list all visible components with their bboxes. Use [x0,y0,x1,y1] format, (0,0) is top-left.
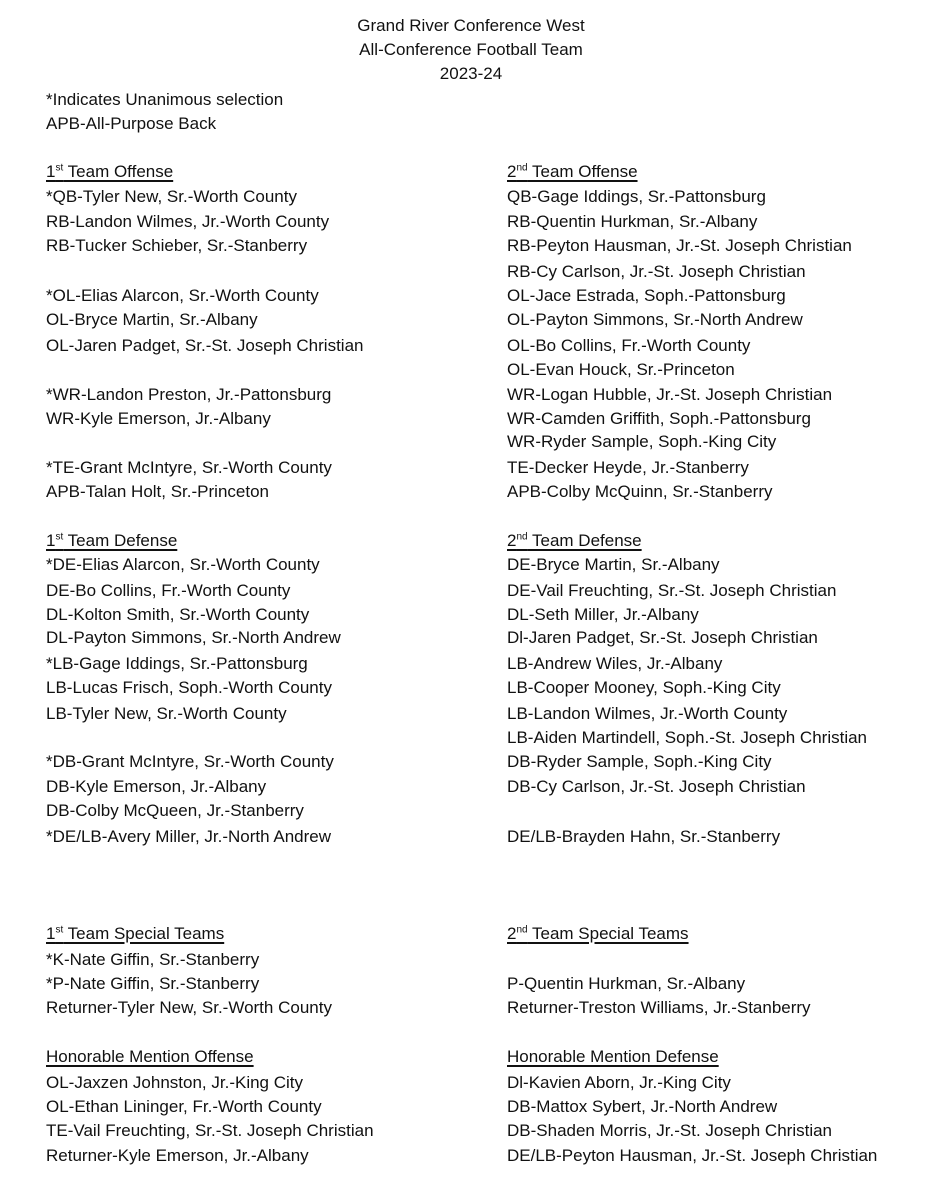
list-item: LB-Landon Wilmes, Jr.-Worth County [507,704,788,723]
list-item: *K-Nate Giffin, Sr.-Stanberry [46,950,260,969]
first-team-offense-heading: 1st Team Offense [46,162,174,181]
list-item: DB-Kyle Emerson, Jr.-Albany [46,777,267,796]
list-item: *LB-Gage Iddings, Sr.-Pattonsburg [46,654,308,673]
list-item: DE-Vail Freuchting, Sr.-St. Joseph Christian [507,581,837,600]
list-item: TE-Vail Freuchting, Sr.-St. Joseph Christian [46,1121,374,1140]
second-team-offense-heading: 2nd Team Offense [507,162,638,181]
list-item: *DB-Grant McIntyre, Sr.-Worth County [46,752,334,771]
list-item: APB-Talan Holt, Sr.-Princeton [46,482,269,501]
list-item: OL-Bo Collins, Fr.-Worth County [507,336,751,355]
list-item: DE-Bo Collins, Fr.-Worth County [46,581,291,600]
list-item: LB-Andrew Wiles, Jr.-Albany [507,654,723,673]
first-team-defense-heading: 1st Team Defense [46,531,178,550]
list-item: WR-Logan Hubble, Jr.-St. Joseph Christian [507,385,833,404]
first-team-special-teams-heading: 1st Team Special Teams [46,924,225,943]
list-item: TE-Decker Heyde, Jr.-Stanberry [507,458,749,477]
list-item: DE/LB-Brayden Hahn, Sr.-Stanberry [507,827,781,846]
list-item: Returner-Tyler New, Sr.-Worth County [46,998,332,1017]
list-item: Dl-Jaren Padget, Sr.-St. Joseph Christian [507,628,818,647]
list-item: DB-Mattox Sybert, Jr.-North Andrew [507,1097,778,1116]
document-season: 2023-24 [439,64,503,83]
list-item: *TE-Grant McIntyre, Sr.-Worth County [46,458,332,477]
list-item: RB-Landon Wilmes, Jr.-Worth County [46,212,330,231]
list-item: OL-Jace Estrada, Soph.-Pattonsburg [507,286,786,305]
list-item: RB-Cy Carlson, Jr.-St. Joseph Christian [507,262,806,281]
list-item: LB-Cooper Mooney, Soph.-King City [507,678,781,697]
honorable-mention-offense-heading: Honorable Mention Offense [46,1047,254,1066]
list-item: RB-Peyton Hausman, Jr.-St. Joseph Christian [507,236,852,255]
list-item: *QB-Tyler New, Sr.-Worth County [46,187,297,206]
list-item: Returner-Kyle Emerson, Jr.-Albany [46,1146,309,1165]
list-item: OL-Jaxzen Johnston, Jr.-King City [46,1073,304,1092]
list-item: DB-Shaden Morris, Jr.-St. Joseph Christian [507,1121,833,1140]
list-item: Dl-Kavien Aborn, Jr.-King City [507,1073,731,1092]
list-item: DL-Seth Miller, Jr.-Albany [507,605,699,624]
second-team-special-teams-heading: 2nd Team Special Teams [507,924,689,943]
list-item: WR-Ryder Sample, Soph.-King City [507,432,777,451]
unanimous-note: *Indicates Unanimous selection [46,90,284,109]
list-item: *DE/LB-Avery Miller, Jr.-North Andrew [46,827,331,846]
list-item: *OL-Elias Alarcon, Sr.-Worth County [46,286,319,305]
list-item: DB-Cy Carlson, Jr.-St. Joseph Christian [507,777,806,796]
list-item: RB-Quentin Hurkman, Sr.-Albany [507,212,758,231]
list-item: RB-Tucker Schieber, Sr.-Stanberry [46,236,308,255]
list-item: OL-Payton Simmons, Sr.-North Andrew [507,310,803,329]
list-item: DB-Ryder Sample, Soph.-King City [507,752,772,771]
document-subtitle: All-Conference Football Team [359,40,583,59]
list-item: WR-Camden Griffith, Soph.-Pattonsburg [507,409,811,428]
list-item: OL-Bryce Martin, Sr.-Albany [46,310,258,329]
document-title: Grand River Conference West [357,16,585,35]
second-team-defense-heading: 2nd Team Defense [507,531,642,550]
list-item: WR-Kyle Emerson, Jr.-Albany [46,409,271,428]
list-item: *DE-Elias Alarcon, Sr.-Worth County [46,555,320,574]
list-item: LB-Aiden Martindell, Soph.-St. Joseph Christian [507,728,868,747]
list-item: P-Quentin Hurkman, Sr.-Albany [507,974,746,993]
list-item: Returner-Treston Williams, Jr.-Stanberry [507,998,811,1017]
list-item: *WR-Landon Preston, Jr.-Pattonsburg [46,385,332,404]
list-item: OL-Evan Houck, Sr.-Princeton [507,360,735,379]
list-item: DB-Colby McQueen, Jr.-Stanberry [46,801,304,820]
list-item: OL-Jaren Padget, Sr.-St. Joseph Christian [46,336,364,355]
list-item: LB-Tyler New, Sr.-Worth County [46,704,287,723]
apb-note: APB-All-Purpose Back [46,114,217,133]
list-item: LB-Lucas Frisch, Soph.-Worth County [46,678,332,697]
list-item: OL-Ethan Lininger, Fr.-Worth County [46,1097,322,1116]
list-item: QB-Gage Iddings, Sr.-Pattonsburg [507,187,766,206]
list-item: DE-Bryce Martin, Sr.-Albany [507,555,720,574]
list-item: APB-Colby McQuinn, Sr.-Stanberry [507,482,773,501]
list-item: *P-Nate Giffin, Sr.-Stanberry [46,974,260,993]
list-item: DL-Kolton Smith, Sr.-Worth County [46,605,310,624]
list-item: DE/LB-Peyton Hausman, Jr.-St. Joseph Christian [507,1146,878,1165]
honorable-mention-defense-heading: Honorable Mention Defense [507,1047,719,1066]
list-item: DL-Payton Simmons, Sr.-North Andrew [46,628,341,647]
